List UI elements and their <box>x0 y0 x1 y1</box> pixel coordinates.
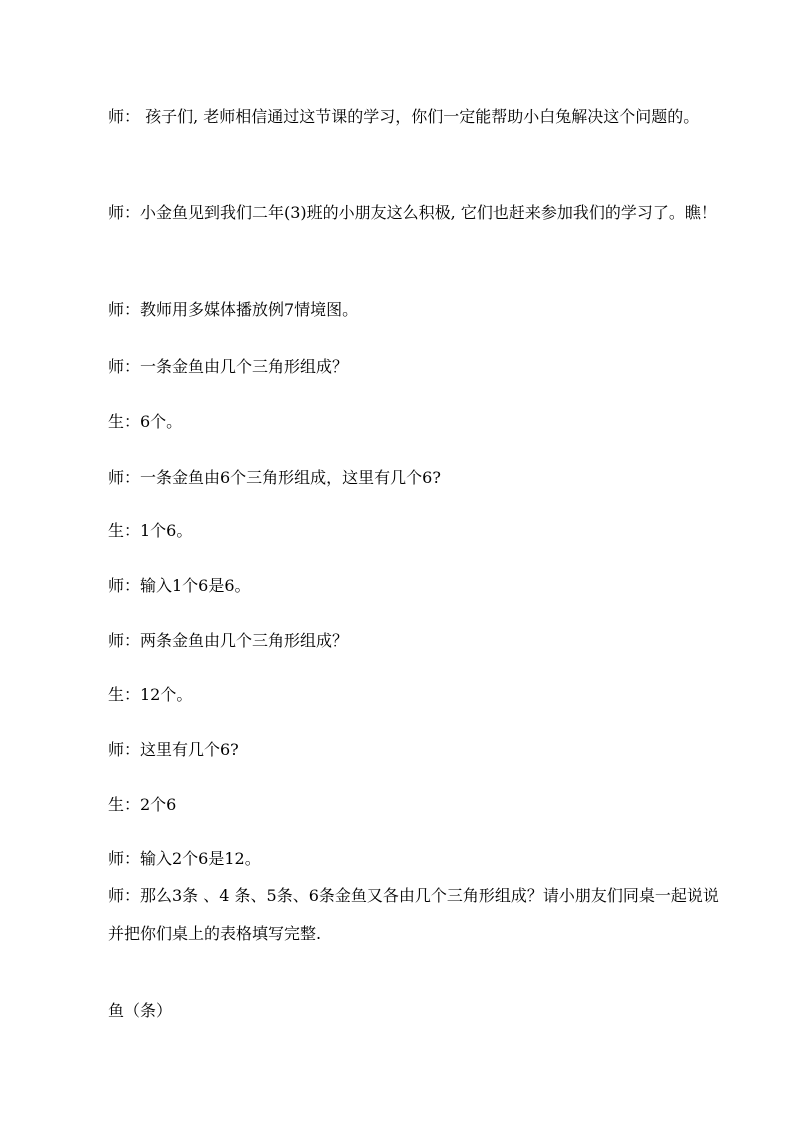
paragraph-8: 师：输入1个6是6。 <box>108 576 251 595</box>
paragraph-2: 师：小金鱼见到我们二年(3)班的小朋友这么积极, 它们也赶来参加我们的学习了。瞧！ <box>108 203 717 222</box>
paragraph-11: 师：这里有几个6? <box>108 740 239 759</box>
paragraph-12: 生：2个6 <box>108 795 177 814</box>
paragraph-4: 师：一条金鱼由几个三角形组成？ <box>108 357 349 376</box>
paragraph-6: 师：一条金鱼由6个三角形组成，这里有几个6? <box>108 468 441 487</box>
paragraph-9: 师：两条金鱼由几个三角形组成？ <box>108 631 349 650</box>
paragraph-13: 师：输入2个6是12。 <box>108 849 261 868</box>
paragraph-7: 生：1个6。 <box>108 521 193 540</box>
paragraph-3: 师：教师用多媒体播放例7情境图。 <box>108 300 359 319</box>
paragraph-1: 师： 孩子们, 老师相信通过这节课的学习，你们一定能帮助小白兔解决这个问题的。 <box>108 107 700 126</box>
paragraph-15: 鱼（条） <box>108 1001 173 1020</box>
paragraph-14: 师：那么3条 、4 条、5条、6条金鱼又各由几个三角形组成？请小朋友们同桌一起说说 并把你们桌上的表格填写完整. <box>108 886 719 943</box>
paragraph-5: 生：6个。 <box>108 412 183 431</box>
paragraph-10: 生：12个。 <box>108 685 193 704</box>
